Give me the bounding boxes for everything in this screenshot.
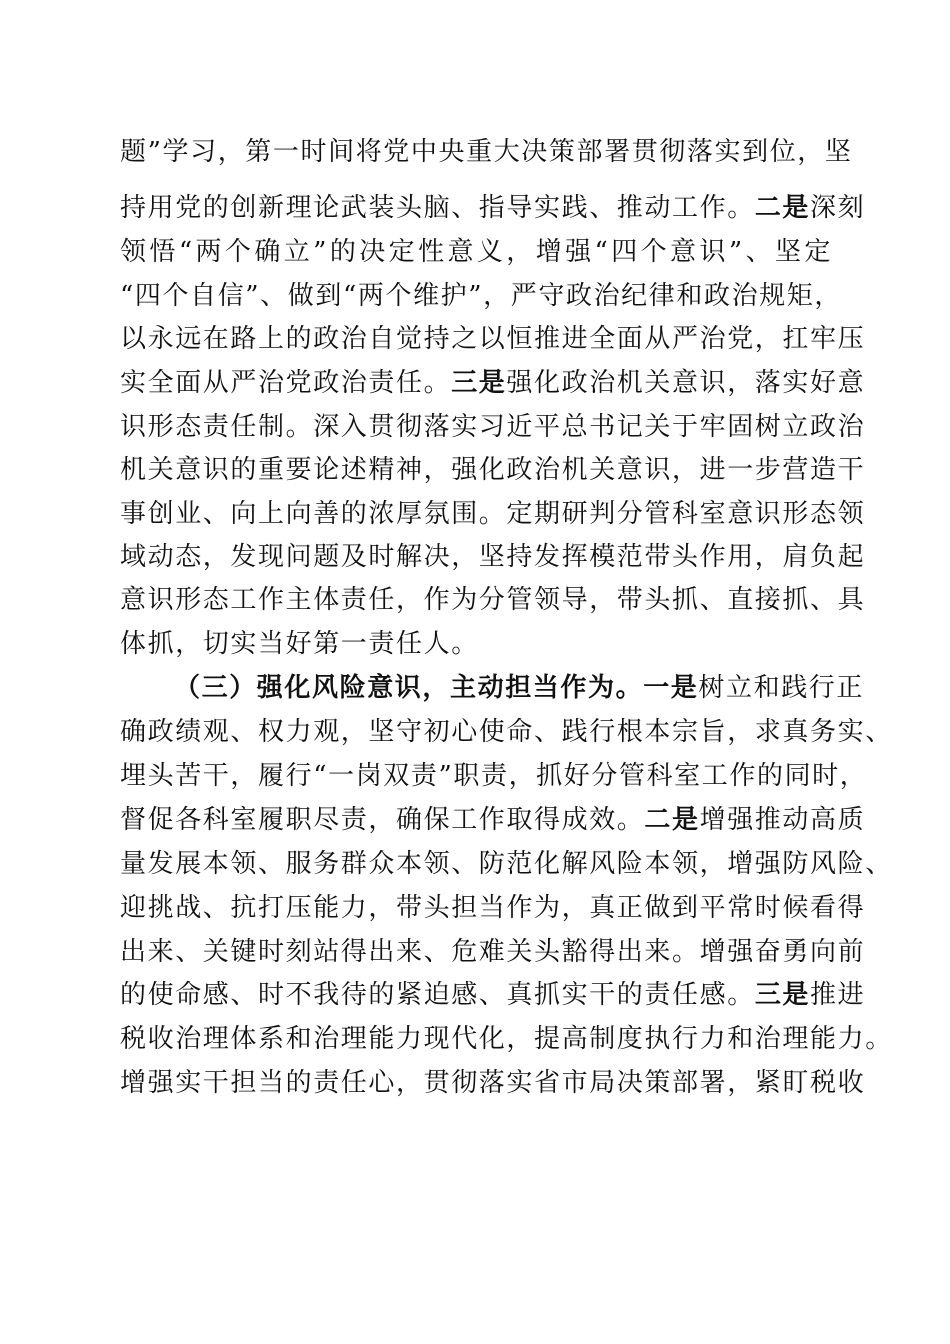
text-run: 识形态责任制。深入贯彻落实习近平总书记关于牢固树立政治	[120, 412, 866, 442]
text-run: 推进	[810, 980, 866, 1010]
text-line	[120, 975, 866, 1015]
text-run: “四个自信”、做到“两个维护”，严守政治纪律和政治规矩，	[120, 281, 842, 311]
text-line	[120, 132, 853, 172]
text-line	[120, 624, 832, 664]
text-run: 确政绩观、权力观，坚守初心使命、践行根本宗旨，求真务实、	[120, 717, 893, 747]
text-line	[174, 668, 865, 708]
text-line	[120, 188, 866, 228]
bold-text-run: （三）强化风险意识，主动担当作为。一是	[174, 673, 699, 703]
text-run: 实全面从严治党政治责任。	[120, 368, 452, 398]
text-line	[120, 800, 866, 840]
text-run: 的使命感、时不我待的紧迫感、真抓实干的责任感。	[120, 980, 755, 1010]
text-run: 树立和践行正	[698, 673, 865, 703]
text-run: 域动态，发现问题及时解决，坚持发挥模范带头作用，肩负起	[120, 542, 866, 572]
text-run: 体抓，切实当好第一责任人。	[120, 629, 479, 659]
text-line	[120, 844, 893, 884]
text-run: 强化政治机关意识，落实好意	[506, 368, 866, 398]
text-line	[120, 712, 893, 752]
text-line	[120, 363, 866, 403]
text-line	[120, 407, 866, 447]
text-run: 领悟“两个确立”的决定性意义，增强“四个意识”、坚定	[120, 237, 832, 267]
text-line	[120, 450, 866, 490]
bold-text-run: 三是	[451, 368, 507, 398]
text-run: 增强推动高质	[699, 805, 866, 835]
text-run: 量发展本领、服务群众本领、防范化解风险本领，增强防风险、	[120, 849, 893, 879]
text-line	[120, 232, 832, 272]
bold-text-run: 二是	[644, 805, 700, 835]
text-run: 机关意识的重要论述精神，强化政治机关意识，进一步营造干	[120, 455, 866, 485]
text-line	[120, 932, 866, 972]
text-line	[120, 276, 842, 316]
text-run: 督促各科室履职尽责，确保工作取得成效。	[120, 805, 645, 835]
text-run: 税收治理体系和治理能力现代化，提高制度执行力和治理能力。	[120, 1024, 893, 1054]
text-run: 持用党的创新理论武装头脑、指导实践、推动工作。	[120, 193, 755, 223]
text-line	[120, 537, 866, 577]
text-run: 事创业、向上向善的浓厚氛围。定期研判分管科室意识形态领	[120, 499, 866, 529]
text-line	[120, 756, 868, 796]
text-run: 出来、关键时刻站得出来、危难关头豁得出来。增强奋勇向前	[120, 937, 866, 967]
text-run: 增强实干担当的责任心，贯彻落实省市局决策部署，紧盯税收	[120, 1068, 866, 1098]
text-run: 迎挑战、抗打压能力，带头担当作为，真正做到平常时候看得	[120, 893, 866, 923]
text-run: 题”学习，第一时间将党中央重大决策部署贯彻落实到位，坚	[120, 137, 853, 167]
text-run: 以永远在路上的政治自觉持之以恒推进全面从严治党，扛牢压	[120, 324, 866, 354]
bold-text-run: 三是	[754, 980, 811, 1010]
text-line	[120, 319, 866, 359]
text-run: 意识形态工作主体责任，作为分管领导，带头抓、直接抓、具	[120, 585, 866, 615]
text-run: 埋头苦干，履行“一岗双责”职责，抓好分管科室工作的同时，	[120, 761, 868, 791]
bold-text-run: 二是	[754, 193, 811, 223]
text-line	[120, 1019, 893, 1059]
text-line	[120, 494, 866, 534]
text-run: 深刻	[810, 193, 866, 223]
text-line	[120, 888, 866, 928]
text-line	[120, 1063, 866, 1103]
text-line	[120, 580, 866, 620]
